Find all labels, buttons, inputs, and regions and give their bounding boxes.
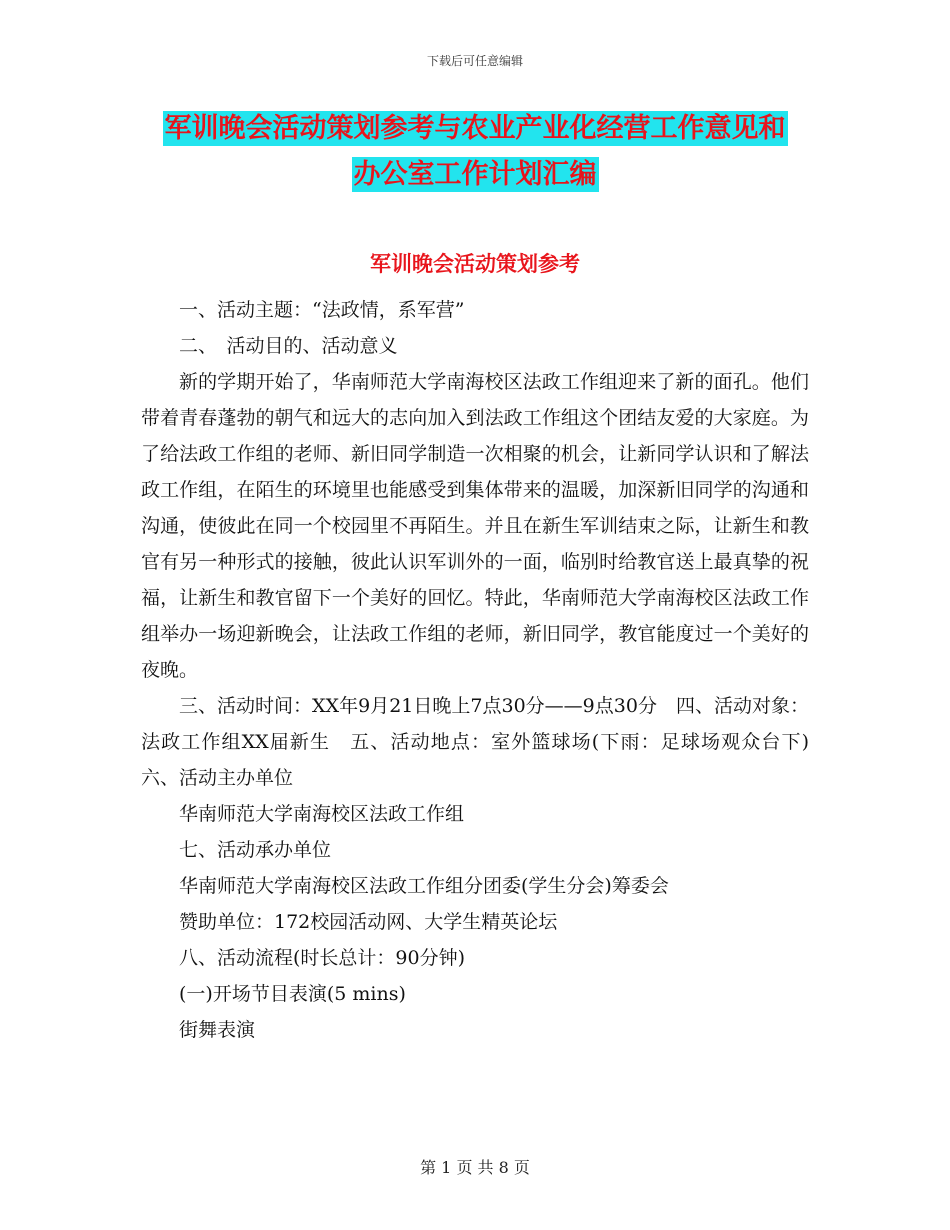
header-note: 下载后可任意编辑: [426, 54, 523, 68]
paragraph-theme: 一、活动主题：“法政情，系军营”: [179, 299, 465, 321]
paragraph-purpose-body: 新的学期开始了，华南师范大学南海校区法政工作组迎来了新的面孔。他们带着青春蓬勃的朝气和远大的志向加入到法政工作组这个团结友爱的大家庭。为了给法政工作组的老师、新旧同学制造一次相聚的机会，让新同学认识和了解法政工作组，在陌生的环境里也能感受到集体带来的温暖，加深新旧同学的沟通和沟通，使彼此在同一个校园里不再陌生。并且在新生军训结束之际，让新生和教官有另一种形式的接触，彼此认识军训外的一面，临别时给教官送上最真挚的祝福，让新生和教官留下一个美好的回忆。特此，华南师范大学南海校区法政工作组举办一场迎新晚会，让法政工作组的老师，新旧同学，教官能度过一个美好的夜晚。: [141, 371, 809, 681]
paragraph-organizer: 华南师范大学南海校区法政工作组: [179, 803, 465, 825]
paragraph-purpose-heading: 二、 活动目的、活动意义: [179, 335, 398, 357]
paragraph-host-heading: 七、活动承办单位: [179, 839, 332, 861]
paragraph-time-place: 三、活动时间：XX年9月21日晚上7点30分——9点30分 四、活动对象：法政工作组XX届新生 五、活动地点：室外篮球场(下雨：足球场观众台下) 六、活动主办单位: [141, 695, 829, 789]
document-title-text-1: 军训晚会活动策划参考与农业产业化经营工作意见和: [164, 113, 786, 144]
document-title-line-1: [0, 112, 950, 146]
page-footer: 第 1 页 共 8 页: [420, 1158, 530, 1177]
paragraph-sponsor: 赞助单位：172校园活动网、大学生精英论坛: [179, 911, 558, 933]
document-title-line-2: [0, 158, 950, 192]
section-title: 军训晚会活动策划参考: [370, 251, 580, 276]
paragraph-street-dance: 街舞表演: [179, 1019, 256, 1041]
paragraph-process-heading: 八、活动流程(时长总计：90分钟): [179, 947, 466, 969]
document-title-text-2: 办公室工作计划汇编: [353, 159, 597, 190]
document-body: [141, 292, 829, 1048]
paragraph-host: 华南师范大学南海校区法政工作组分团委(学生分会)筹委会: [179, 875, 669, 897]
paragraph-opening-show: (一)开场节目表演(5 mins): [179, 983, 406, 1005]
